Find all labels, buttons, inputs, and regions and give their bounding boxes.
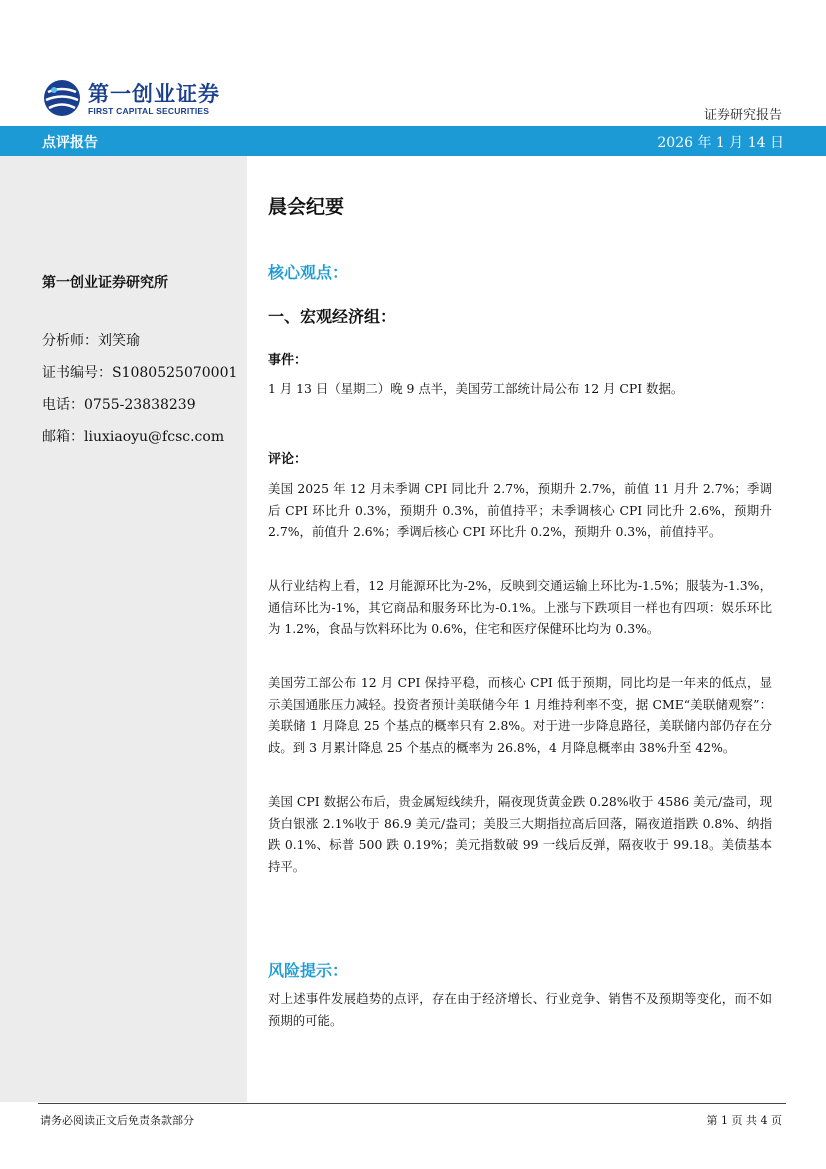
core-view-heading: 核心观点： <box>268 263 349 282</box>
event-label: 事件： <box>268 353 308 368</box>
header-banner <box>0 126 826 156</box>
comment-paragraph: 从行业结构上看，12 月能源环比为-2%，反映到交通运输上环比为-1.5%；服装为-1.3%，通信环比为-1%，其它商品和服务环比为-0.1%。上涨与下跌项目一样也有四项：娱乐环比为 1.2%，食品与饮料环比为 0.6%，住宅和医疗保健环比均为 0.3%。 <box>268 578 772 636</box>
institute-name: 第一创业证券研究所 <box>42 275 168 291</box>
comment-paragraph: 美国 2025 年 12 月未季调 CPI 同比升 2.7%，预期升 2.7%，前值 11 月升 2.7%；季调后 CPI 环比升 0.3%，预期升 0.3%，前值持平；未季调核心 CPI 同比升 2.6%，预期升 2.7%，前值升 2.6%；季调后核心 CPI 环比升 0.2%，预期升 0.3%，前值持平。 <box>268 481 772 539</box>
page-title: 晨会纪要 <box>268 196 345 218</box>
footer-divider <box>38 1103 786 1104</box>
logo-english-name: FIRST CAPITAL SECURITIES <box>88 106 210 116</box>
report-category: 证券研究报告 <box>703 108 782 123</box>
certificate-number: 证书编号：S1080525070001 <box>42 365 238 381</box>
event-text: 1 月 13 日（星期二）晚 9 点半，美国劳工部统计局公布 12 月 CPI 数据。 <box>268 381 684 396</box>
risk-text: 对上述事件发展趋势的点评，存在由于经济增长、行业竞争、销售不及预期等变化，而不如预期的可能。 <box>268 991 772 1028</box>
footer-disclaimer: 请务必阅读正文后免责条款部分 <box>40 1114 194 1127</box>
comment-paragraph: 美国劳工部公布 12 月 CPI 保持平稳，而核心 CPI 低于预期，同比均是一年来的低点，显示美国通胀压力减轻。投资者预计美联储今年 1 月维持利率不变，据 CME“美联储观察”：美联储 1 月降息 25 个基点的概率只有 2.8%。对于进一步降息路径，美联储内部仍存在分歧。到 3 月累计降息 25 个基点的概率为 26.8%，4 月降息概率由 38%升至 42%。 <box>268 675 772 755</box>
email-address: 邮箱：liuxiaoyu@fcsc.com <box>42 429 225 445</box>
report-date: 2026 年 1 月 14 日 <box>657 135 784 151</box>
phone-number: 电话：0755-23838239 <box>42 397 196 413</box>
comment-label: 评论： <box>268 452 308 467</box>
page-number: 第 1 页 共 4 页 <box>706 1114 782 1127</box>
globe-logo-icon <box>42 78 82 118</box>
sidebar-panel <box>0 156 247 1102</box>
logo-chinese-name: 第一创业证券 <box>88 82 220 106</box>
risk-heading: 风险提示： <box>268 961 349 980</box>
analyst-name: 分析师：刘笑瑜 <box>42 333 140 349</box>
company-logo <box>42 78 242 122</box>
section-heading: 一、宏观经济组： <box>268 307 397 326</box>
report-type-label: 点评报告 <box>42 135 98 151</box>
comment-paragraph: 美国 CPI 数据公布后，贵金属短线续升，隔夜现货黄金跌 0.28%收于 4586 美元/盎司，现货白银涨 2.1%收于 86.9 美元/盎司；美股三大期指拉高后回落，隔夜道指跌 0.8%、纳指跌 0.1%、标普 500 跌 0.19%；美元指数破 99 一线后反弹，隔夜收于 99.18。美债基本持平。 <box>268 794 772 874</box>
